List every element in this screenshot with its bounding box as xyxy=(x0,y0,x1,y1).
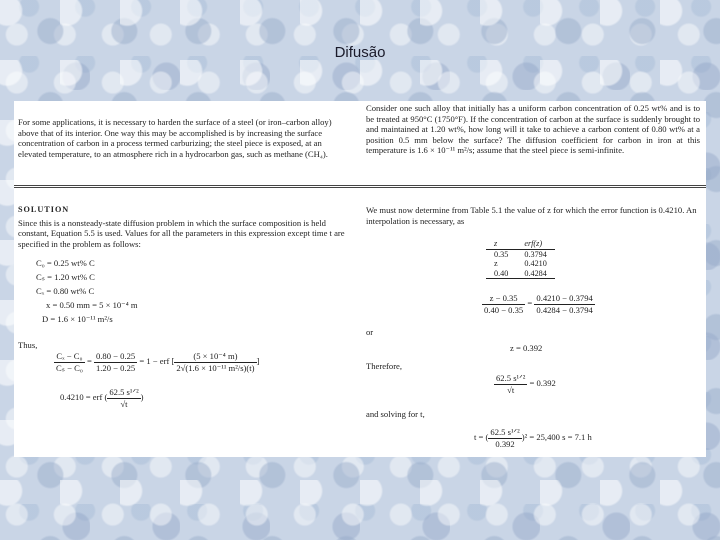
interp-rhs-num: 0.4210 − 0.3794 xyxy=(536,293,593,303)
section-divider xyxy=(14,185,706,186)
table-header: z xyxy=(486,239,516,249)
table-cell: 0.4210 xyxy=(524,259,547,268)
interpolation-equation: $\frac{z - 0.35}{0.40 - 0.35}$ = $\frac{0.4210 - 0.3794}{0.4284 - 0.3794}$ xyxy=(484,293,593,315)
time-equation xyxy=(494,373,556,395)
param-x: x = 0.50 mm = 5 × 10⁻⁴ m xyxy=(46,300,138,310)
slide-title: Difusão xyxy=(334,44,386,61)
therefore-label: Therefore, xyxy=(366,361,403,371)
thus-label: Thus, xyxy=(18,340,38,350)
problem-right-text: Consider one such alloy that initially has a uniform carbon concentration of 0.25 wt% and is to be treated at 950°C (1750°F). If the concentration of carbon at the surface is suddenly brought to and maintained at 1.20 wt%, how long will it take to achieve a carbon content of 0.80 wt% at a position 0.5 mm below the surface? The diffusion coefficient for carbon in iron at this temperature is 1.6 × 10⁻¹¹ m²/s; assume that the steel piece is semi-infinite. xyxy=(366,103,700,155)
interp-rhs-den: 0.4284 − 0.3794 xyxy=(536,304,593,315)
table-cell: z xyxy=(494,259,498,268)
table-cell: 0.3794 xyxy=(524,249,547,259)
t-num: 62.5 s¹ᐟ² xyxy=(496,373,526,383)
t-eq-rhs: = 0.392 xyxy=(529,377,556,388)
interp-lhs-num: z − 0.35 xyxy=(482,293,525,305)
final-num: 62.5 s¹ᐟ² xyxy=(490,427,520,437)
eq1-lhs-num: Cₓ − C₀ xyxy=(54,351,85,363)
eq2-arg-num: 62.5 s¹ᐟ² xyxy=(109,387,139,397)
table-cell: 0.40 xyxy=(486,269,516,279)
textbook-excerpt xyxy=(14,101,706,457)
table-cell: 0.4284 xyxy=(516,269,555,279)
solution-heading: SOLUTION xyxy=(18,205,70,214)
eq1-mid-num: 0.80 − 0.25 xyxy=(95,351,136,361)
solving-label: and solving for t, xyxy=(366,409,425,419)
param-c0: C₀ = 0.25 wt% C xyxy=(36,258,95,268)
param-cx: Cₓ = 0.80 wt% C xyxy=(36,286,95,296)
z-result: z = 0.392 xyxy=(510,343,543,353)
interp-lhs-den: 0.40 − 0.35 xyxy=(484,304,524,315)
final-prefix: t = xyxy=(474,431,484,442)
t-den: √t xyxy=(507,384,515,395)
equation-erf: $\frac{\text{Cₓ − C₀}}{\text{Cₛ − C₀}}$ = $\frac{0.80 - 0.25}{1.20 - 0.25}$ = 1 − erf [ $\frac{\text{(5 × 10⁻⁴ m)}}{\text{2√(1.6 × 10⁻¹¹ m²/s)(t)}}$ ] xyxy=(56,351,260,373)
table-cell: 0.35 xyxy=(494,249,509,259)
section-divider xyxy=(14,187,706,188)
problem-left-text: For some applications, it is necessary to harden the surface of a steel (or iron–carbon alloy) above that of its interior. One way this may be accomplished is by increasing the surface concentration of carbon in a process termed carburizing; the steel piece is exposed, at an elevated temperature, to an atmosphere rich in a hydrocarbon gas, such as methane (CH₄). xyxy=(18,117,332,159)
eq2-arg-den: √t xyxy=(120,398,128,409)
interpolation-intro: We must now determine from Table 5.1 the value of z for which the error function is 0.4210. An interpolation is necessary, as xyxy=(366,205,697,226)
final-rhs: = 25,400 s = 7.1 h xyxy=(529,431,592,442)
table-header: erf(z) xyxy=(516,239,555,249)
eq1-erf-prefix: = 1 − erf xyxy=(139,355,170,366)
eq2-prefix: 0.4210 = erf xyxy=(60,391,103,402)
param-d: D = 1.6 × 10⁻¹¹ m²/s xyxy=(42,314,113,324)
solution-intro xyxy=(18,205,352,249)
solution-text: Since this is a nonsteady-state diffusion problem in which the surface composition is held constant, Equation 5.5 is used. Values for all the parameters in this expression except time t are specified in the problem as follows: xyxy=(18,217,345,249)
eq1-lhs-den: Cₛ − C₀ xyxy=(56,362,83,373)
final-result: t = ( $\frac{\text{62.5 s¹ᐟ²}}{0.392}$ )² = 25,400 s = 7.1 h xyxy=(474,427,592,449)
eq1-mid-den: 1.20 − 0.25 xyxy=(95,362,136,373)
or-label: or xyxy=(366,327,374,337)
final-den: 0.392 xyxy=(495,438,515,449)
param-cs: Cₛ = 1.20 wt% C xyxy=(36,272,95,282)
equation-erf-value: 0.4210 = erf ( $\frac{\text{62.5 s¹ᐟ²}}{√t}$ ) xyxy=(60,387,144,409)
eq1-arg-num: (5 × 10⁻⁴ m) xyxy=(174,351,256,363)
erf-table xyxy=(486,239,555,279)
eq1-arg-den: 2√(1.6 × 10⁻¹¹ m²/s)(t) xyxy=(176,362,255,373)
